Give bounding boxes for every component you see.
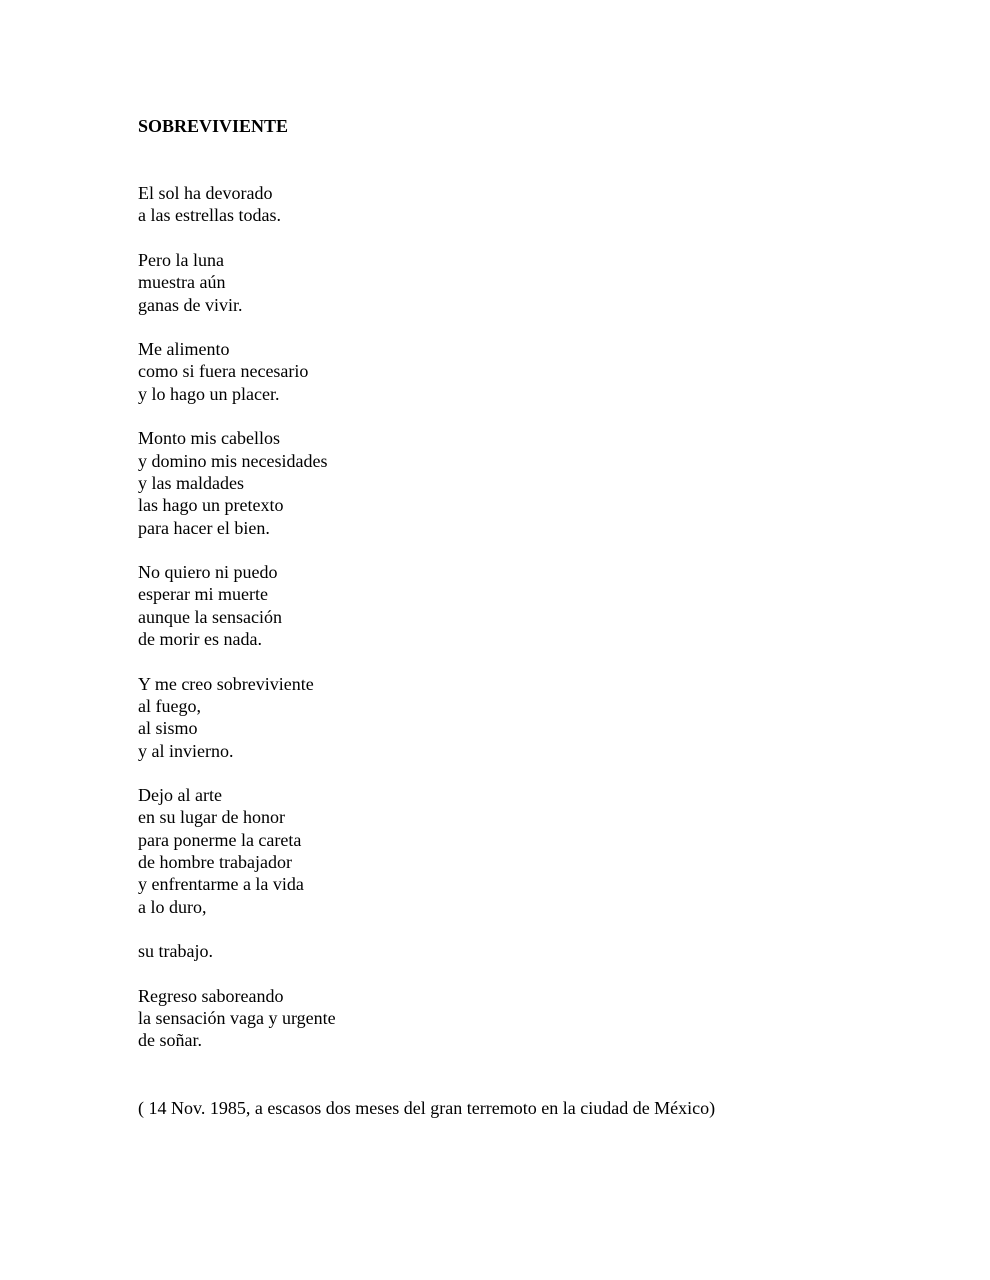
poem-line: muestra aún [138, 272, 226, 293]
poem-line: la sensación vaga y urgente [138, 1008, 336, 1029]
poem-line: las hago un pretexto [138, 495, 284, 516]
poem-line: Monto mis cabellos [138, 428, 280, 449]
poem-line: No quiero ni puedo [138, 562, 278, 583]
poem-line: Y me creo sobreviviente [138, 673, 314, 694]
poem-line: Pero la luna [138, 249, 224, 270]
poem-line: a lo duro, [138, 896, 207, 917]
poem-line: al sismo [138, 718, 198, 739]
poem-line: Regreso saboreando [138, 985, 284, 1006]
poem-line: ganas de vivir. [138, 294, 243, 315]
poem-line: de soñar. [138, 1030, 202, 1051]
poem-line: para hacer el bien. [138, 517, 270, 538]
poem-line: El sol ha devorado [138, 183, 273, 203]
poem-line: al fuego, [138, 695, 201, 716]
poem-line: y enfrentarme a la vida [138, 874, 304, 895]
poem-line: y lo hago un placer. [138, 383, 280, 404]
poem-line: para ponerme la careta [138, 829, 302, 850]
poem-title: SOBREVIVIENTE [138, 116, 289, 136]
poem-line: su trabajo. [138, 941, 213, 962]
poem-line: y al invierno. [138, 740, 234, 761]
poem-line: de hombre trabajador [138, 852, 292, 872]
poem-line: en su lugar de honor [138, 807, 285, 828]
poem-line: y las maldades [138, 472, 244, 493]
poem-line: esperar mi muerte [138, 584, 268, 605]
poem-line: aunque la sensación [138, 606, 282, 627]
poem-line: Dejo al arte [138, 785, 222, 806]
poem-line: y domino mis necesidades [138, 450, 328, 471]
poem-line: de morir es nada. [138, 629, 262, 649]
poem-line: a las estrellas todas. [138, 205, 281, 226]
poem-footnote: ( 14 Nov. 1985, a escasos dos meses del gran terremoto en la ciudad de México) [138, 1098, 716, 1118]
poem-line: Me alimento [138, 339, 230, 360]
poem-line: como si fuera necesario [138, 361, 309, 382]
